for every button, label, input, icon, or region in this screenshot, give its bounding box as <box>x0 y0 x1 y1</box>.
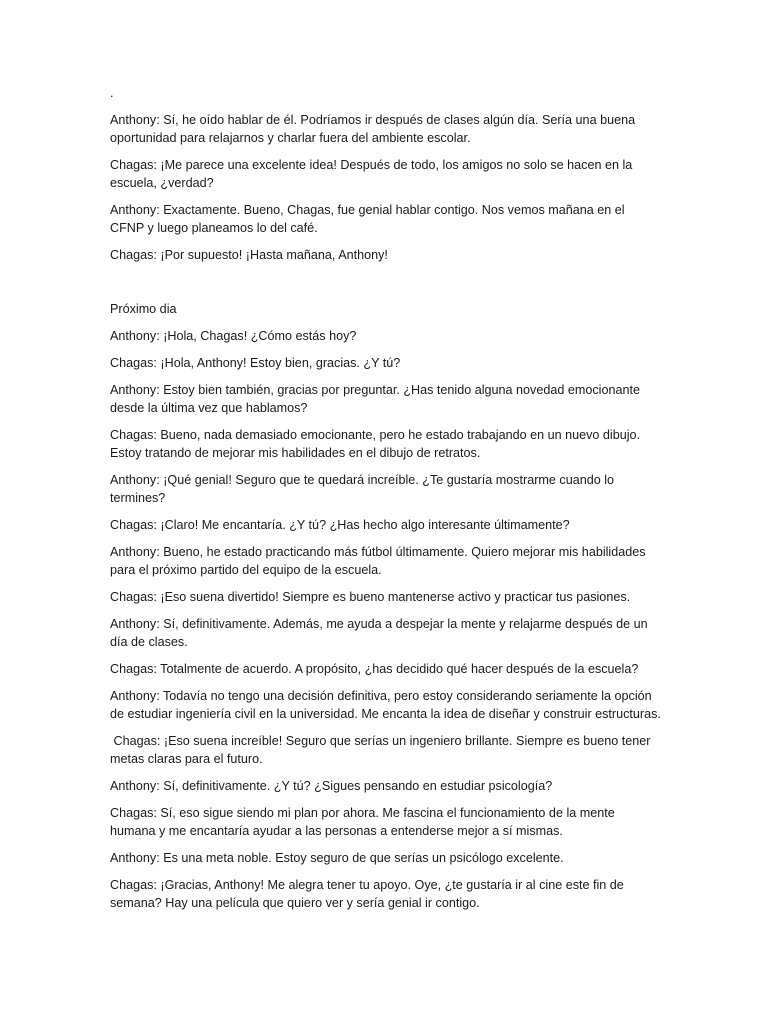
leading-mark: . <box>110 86 114 100</box>
dialogue-line: Chagas: ¡Eso suena divertido! Siempre es bueno mantenerse activo y practicar tus pasiones. <box>110 590 631 604</box>
dialogue-line: Chagas: ¡Gracias, Anthony! Me alegra tener tu apoyo. Oye, ¿te gustaría ir al cine este fin de semana? Hay una película que quiero ver y sería genial ir contigo. <box>110 878 628 910</box>
blank-line <box>110 273 662 300</box>
dialogue-line: Anthony: Todavía no tengo una decisión definitiva, pero estoy considerando seriamente la opción de estudiar ingeniería civil en la universidad. Me encanta la idea de diseñar y construir estructuras. <box>110 689 661 721</box>
dialogue-line: Anthony: Sí, he oído hablar de él. Podríamos ir después de clases algún día. Sería una buena oportunidad para relajarnos y charlar fuera del ambiente escolar. <box>110 113 639 145</box>
dialogue-line: Chagas: Sí, eso sigue siendo mi plan por ahora. Me fascina el funcionamiento de la mente humana y me encantaría ayudar a las personas a entenderse mejor a sí mismas. <box>110 806 619 838</box>
dialogue-line: Anthony: Bueno, he estado practicando más fútbol últimamente. Quiero mejorar mis habilidades para el próximo partido del equipo de la escuela. <box>110 545 650 577</box>
dialogue-line: Anthony: Es una meta noble. Estoy seguro de que serías un psicólogo excelente. <box>110 851 564 865</box>
dialogue-line: Anthony: Exactamente. Bueno, Chagas, fue genial hablar contigo. Nos vemos mañana en el CFNP y luego planeamos lo del café. <box>110 203 629 235</box>
dialogue-line: Chagas: ¡Me parece una excelente idea! Después de todo, los amigos no solo se hacen en la escuela, ¿verdad? <box>110 158 636 190</box>
dialogue-line: Chagas: ¡Hola, Anthony! Estoy bien, gracias. ¿Y tú? <box>110 356 401 370</box>
dialogue-line: Chagas: ¡Claro! Me encantaría. ¿Y tú? ¿Has hecho algo interesante últimamente? <box>110 518 570 532</box>
dialogue-line: Anthony: Estoy bien también, gracias por preguntar. ¿Has tenido alguna novedad emocionante desde la última vez que hablamos? <box>110 383 644 415</box>
dialogue-line: Chagas: ¡Por supuesto! ¡Hasta mañana, Anthony! <box>110 248 388 262</box>
dialogue-line: Chagas: Totalmente de acuerdo. A propósito, ¿has decidido qué hacer después de la escuela? <box>110 662 639 676</box>
dialogue-line: Anthony: Sí, definitivamente. ¿Y tú? ¿Sigues pensando en estudiar psicología? <box>110 779 553 793</box>
dialogue-line: Chagas: Bueno, nada demasiado emocionante, pero he estado trabajando en un nuevo dibujo. Estoy tratando de mejorar mis habilidades en el dibujo de retratos. <box>110 428 644 460</box>
section-heading: Próximo dia <box>110 302 177 316</box>
dialogue-line: Anthony: Sí, definitivamente. Además, me ayuda a despejar la mente y relajarme después de un día de clases. <box>110 617 652 649</box>
dialogue-line: Anthony: ¡Hola, Chagas! ¿Cómo estás hoy? <box>110 329 357 343</box>
document-body <box>110 84 662 921</box>
dialogue-line: Anthony: ¡Qué genial! Seguro que te quedará increíble. ¿Te gustaría mostrarme cuando lo termines? <box>110 473 618 505</box>
dialogue-line: Chagas: ¡Eso suena increíble! Seguro que serías un ingeniero brillante. Siempre es bueno tener metas claras para el futuro. <box>110 734 654 766</box>
